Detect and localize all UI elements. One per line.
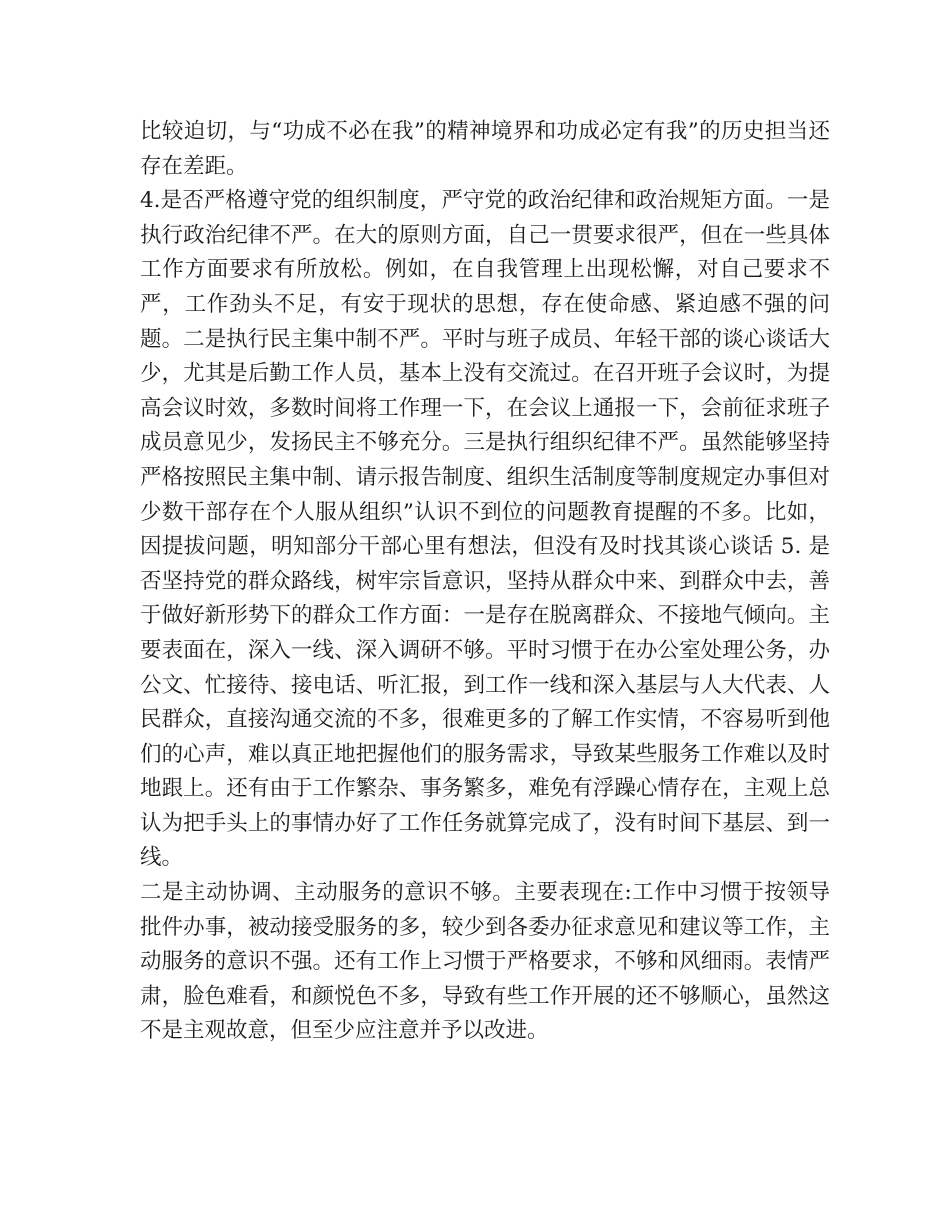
document-body bbox=[140, 115, 830, 1049]
paragraph-3: 二是主动协调、主动服务的意识不够。主要表现在:工作中习惯于按领导批件办事，被动接受服务的多，较少到各委办征求意见和建议等工作，主动服务的意识不强。还有工作上习惯于严格要求，不够和风细雨。表情严肃，脸色难看，和颜悦色不多，导致有些工作开展的还不够顺心，虽然这不是主观故意，但至少应注意并予以改进。 bbox=[140, 880, 830, 1044]
paragraph-1: 比较迫切，与“功成不必在我”的精神境界和功成必定有我”的历史担当还存在差距。 bbox=[140, 119, 830, 179]
paragraph-2: 4.是否严格遵守党的组织制度，严守党的政治纪律和政治规矩方面。一是执行政治纪律不严。在大的原则方面，自己一贯要求很严，但在一些具体工作方面要求有所放松。例如，在自我管理上出现松懈，对自己要求不严，工作劲头不足，有安于现状的思想，存在使命感、紧迫感不强的问题。二是执行民主集中制不严。平时与班子成员、年轻干部的谈心谈话大少，尤其是后勤工作人员，基本上没有交流过。在召开班子会议时，为提高会议时效，多数时间将工作理一下，在会议上通报一下，会前征求班子成员意见少，发扬民主不够充分。三是执行组织纪律不严。虽然能够坚持严格按照民主集中制、请示报告制度、组织生活制度等制度规定办事但对少数干部存在个人服从组织”认识不到位的问题教育提醒的不多。比如，因提拔问题，明知部分干部心里有想法，但没有及时找其谈心谈话 5. 是否坚持党的群众路线，树牢宗旨意识，坚持从群众中来、到群众中去，善于做好新形势下的群众工作方面：一是存在脱离群众、不接地气倾向。主要表面在，深入一线、深入调研不够。平时习惯于在办公室处理公务，办公文、忙接待、接电话、听汇报，到工作一线和深入基层与人大代表、人民群众，直接沟通交流的不多，很难更多的了解工作实情，不容易听到他们的心声，难以真正地把握他们的服务需求，导致某些服务工作难以及时地跟上。还有由于工作繁杂、事务繁多，难免有浮躁心情存在，主观上总认为把手头上的事情办好了工作任务就算完成了，没有时间下基层、到一线。 bbox=[140, 188, 830, 871]
